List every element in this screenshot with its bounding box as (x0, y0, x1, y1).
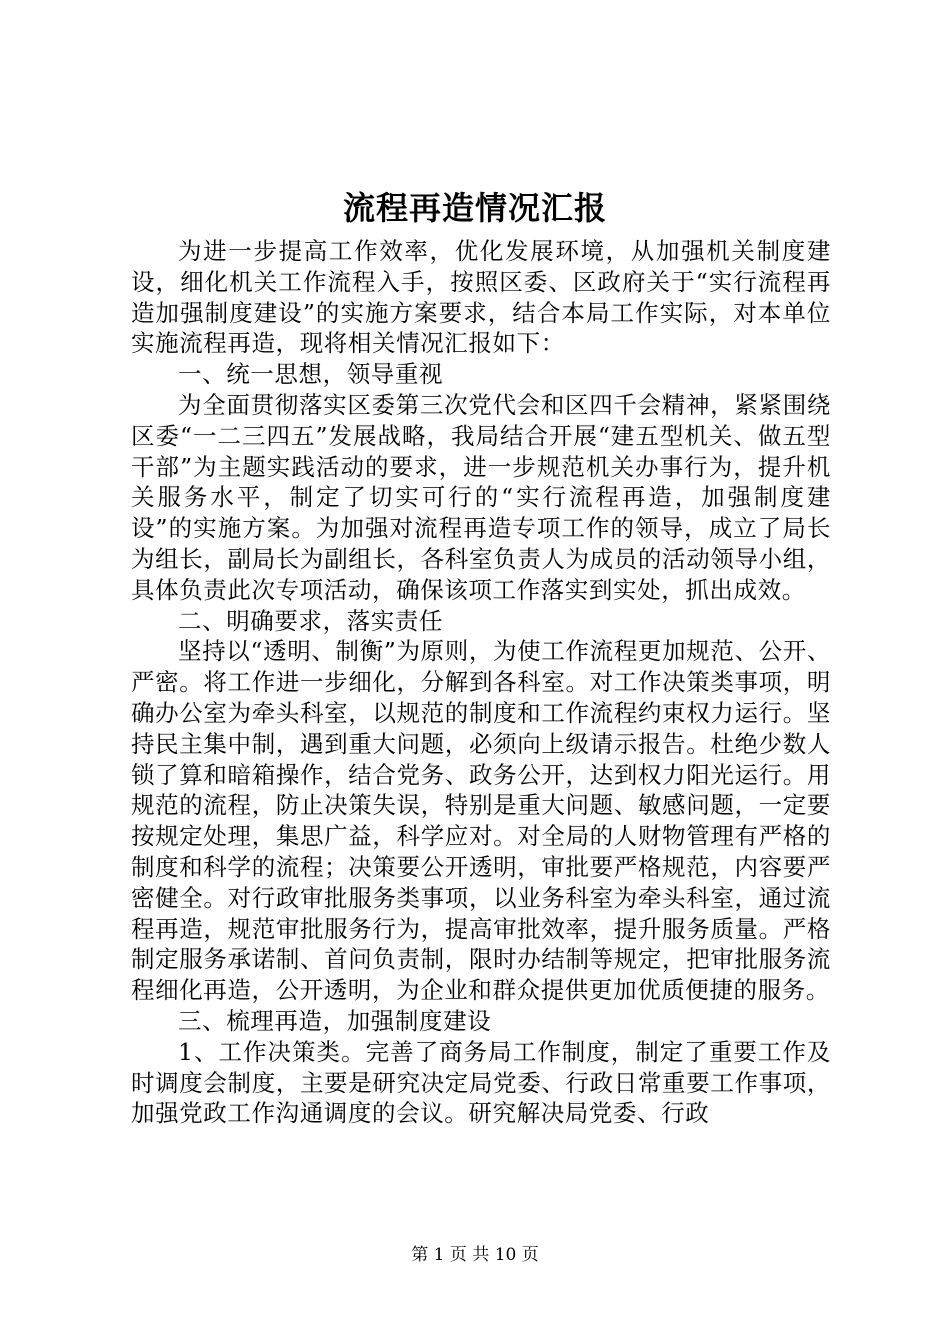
section-heading-2: 二、明确要求，落实责任 (178, 606, 444, 635)
paragraph-section-1: 为全面贯彻落实区委第三次党代会和区四千会精神，紧紧围绕区委“一二三四五”发展战略，我局结合开展“建五型机关、做五型干部”为主题实践活动的要求，进一步规范机关办事行为，提升机关服务水平，制定了切实可行的“实行流程再造，加强制度建设”的实施方案。为加强对流程再造专项工作的领导，成立了局长为组长，副局长为副组长，各科室负责人为成员的活动领导小组，具体负责此次专项活动，确保该项工作落实到实处，抓出成效。 (131, 390, 831, 604)
section-heading-3: 三、梳理再造，加强制度建设 (178, 1006, 492, 1035)
section-heading-1: 一、统一思想，领导重视 (178, 360, 444, 389)
page-title: 流程再造情况汇报 (342, 189, 607, 227)
paragraph-section-2: 坚持以“透明、制衡”为原则，为使工作流程更加规范、公开、严密。将工作进一步细化，分解到各科室。对工作决策类事项，明确办公室为牵头科室，以规范的制度和工作流程约束权力运行。坚持民主集中制，遇到重大问题，必须向上级请示报告。杜绝少数人锁了算和暗箱操作，结合党务、政务公开，达到权力阳光运行。用规范的流程，防止决策失误，特别是重大问题、敏感问题，一定要按规定处理，集思广益，科学应对。对全局的人财物管理有严格的制度和科学的流程；决策要公开透明，审批要严格规范，内容要严密健全。对行政审批服务类事项，以业务科室为牵头科室，通过流程再造，规范审批服务行为，提高审批效率，提升服务质量。严格制定服务承诺制、首问负责制，限时办结制等规定，把审批服务流程细化再造，公开透明，为企业和群众提供更加优质便捷的服务。 (131, 637, 831, 1005)
document-body (131, 236, 831, 1129)
page-footer: 第 1 页 共 10 页 (411, 1245, 539, 1265)
paragraph-section-3-item-1: 1、工作决策类。完善了商务局工作制度，制定了重要工作及时调度会制度，主要是研究决定局党委、行政日常重要工作事项，加强党政工作沟通调度的会议。研究解决局党委、行政 (131, 1037, 831, 1128)
paragraph-intro: 为进一步提高工作效率，优化发展环境，从加强机关制度建设，细化机关工作流程入手，按照区委、区政府关于“实行流程再造加强制度建设”的实施方案要求，结合本局工作实际，对本单位实施流程再造，现将相关情况汇报如下： (131, 237, 831, 358)
